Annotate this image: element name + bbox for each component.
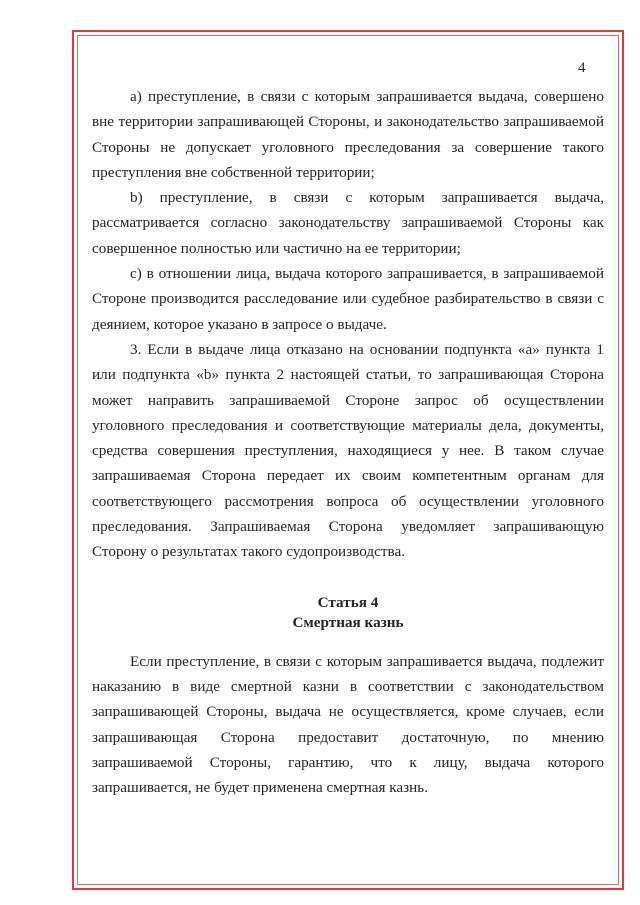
- document-body: [92, 84, 604, 800]
- paragraph-subclause-b: b) преступление, в связи с которым запрашивается выдача, рассматривается согласно законодательству запрашиваемой Стороны как совершенное полностью или частично на ее территории;: [92, 189, 604, 257]
- paragraph-subclause-a: а) преступление, в связи с которым запрашивается выдача, совершено вне территории запрашивающей Стороны, и законодательство запрашиваемой Стороны не допускает уголовного преследования за совершение такого преступления вне собственной территории;: [92, 88, 604, 181]
- paragraph-article-4: Если преступление, в связи с которым запрашивается выдача, подлежит наказанию в виде смертной казни в соответствии с законодательством запрашивающей Стороны, выдача не осуществляется, кроме случаев, если запрашивающая Сторона предоставит достаточную, по мнению запрашиваемой Стороны, гарантию, что к лицу, выдача которого запрашивается, не будет применена смертная казнь.: [92, 652, 604, 797]
- page-number: 4: [578, 60, 586, 76]
- article-subtitle: Смертная казнь: [292, 613, 404, 631]
- article-title: Статья 4: [317, 593, 379, 611]
- paragraph-subclause-c: с) в отношении лица, выдача которого запрашивается, в запрашиваемой Стороне производится расследование или судебное разбирательство в связи с деянием, которое указано в запросе о выдаче.: [92, 265, 604, 333]
- paragraph-clause-3: 3. Если в выдаче лица отказано на основании подпункта «а» пункта 1 или подпункта «b» пункта 2 настоящей статьи, то запрашивающая Сторона может направить запрашиваемой Стороне запрос об осуществлении уголовного преследования и соответствующие материалы дела, документы, средства совершения преступления, находящиеся у нее. В таком случае запрашиваемая Сторона передает их своим компетентным органам для соответствующего рассмотрения вопроса об осуществлении уголовного преследования. Запрашиваемая Сторона уведомляет запрашивающую Сторону о результатах такого судопроизводства.: [92, 340, 604, 561]
